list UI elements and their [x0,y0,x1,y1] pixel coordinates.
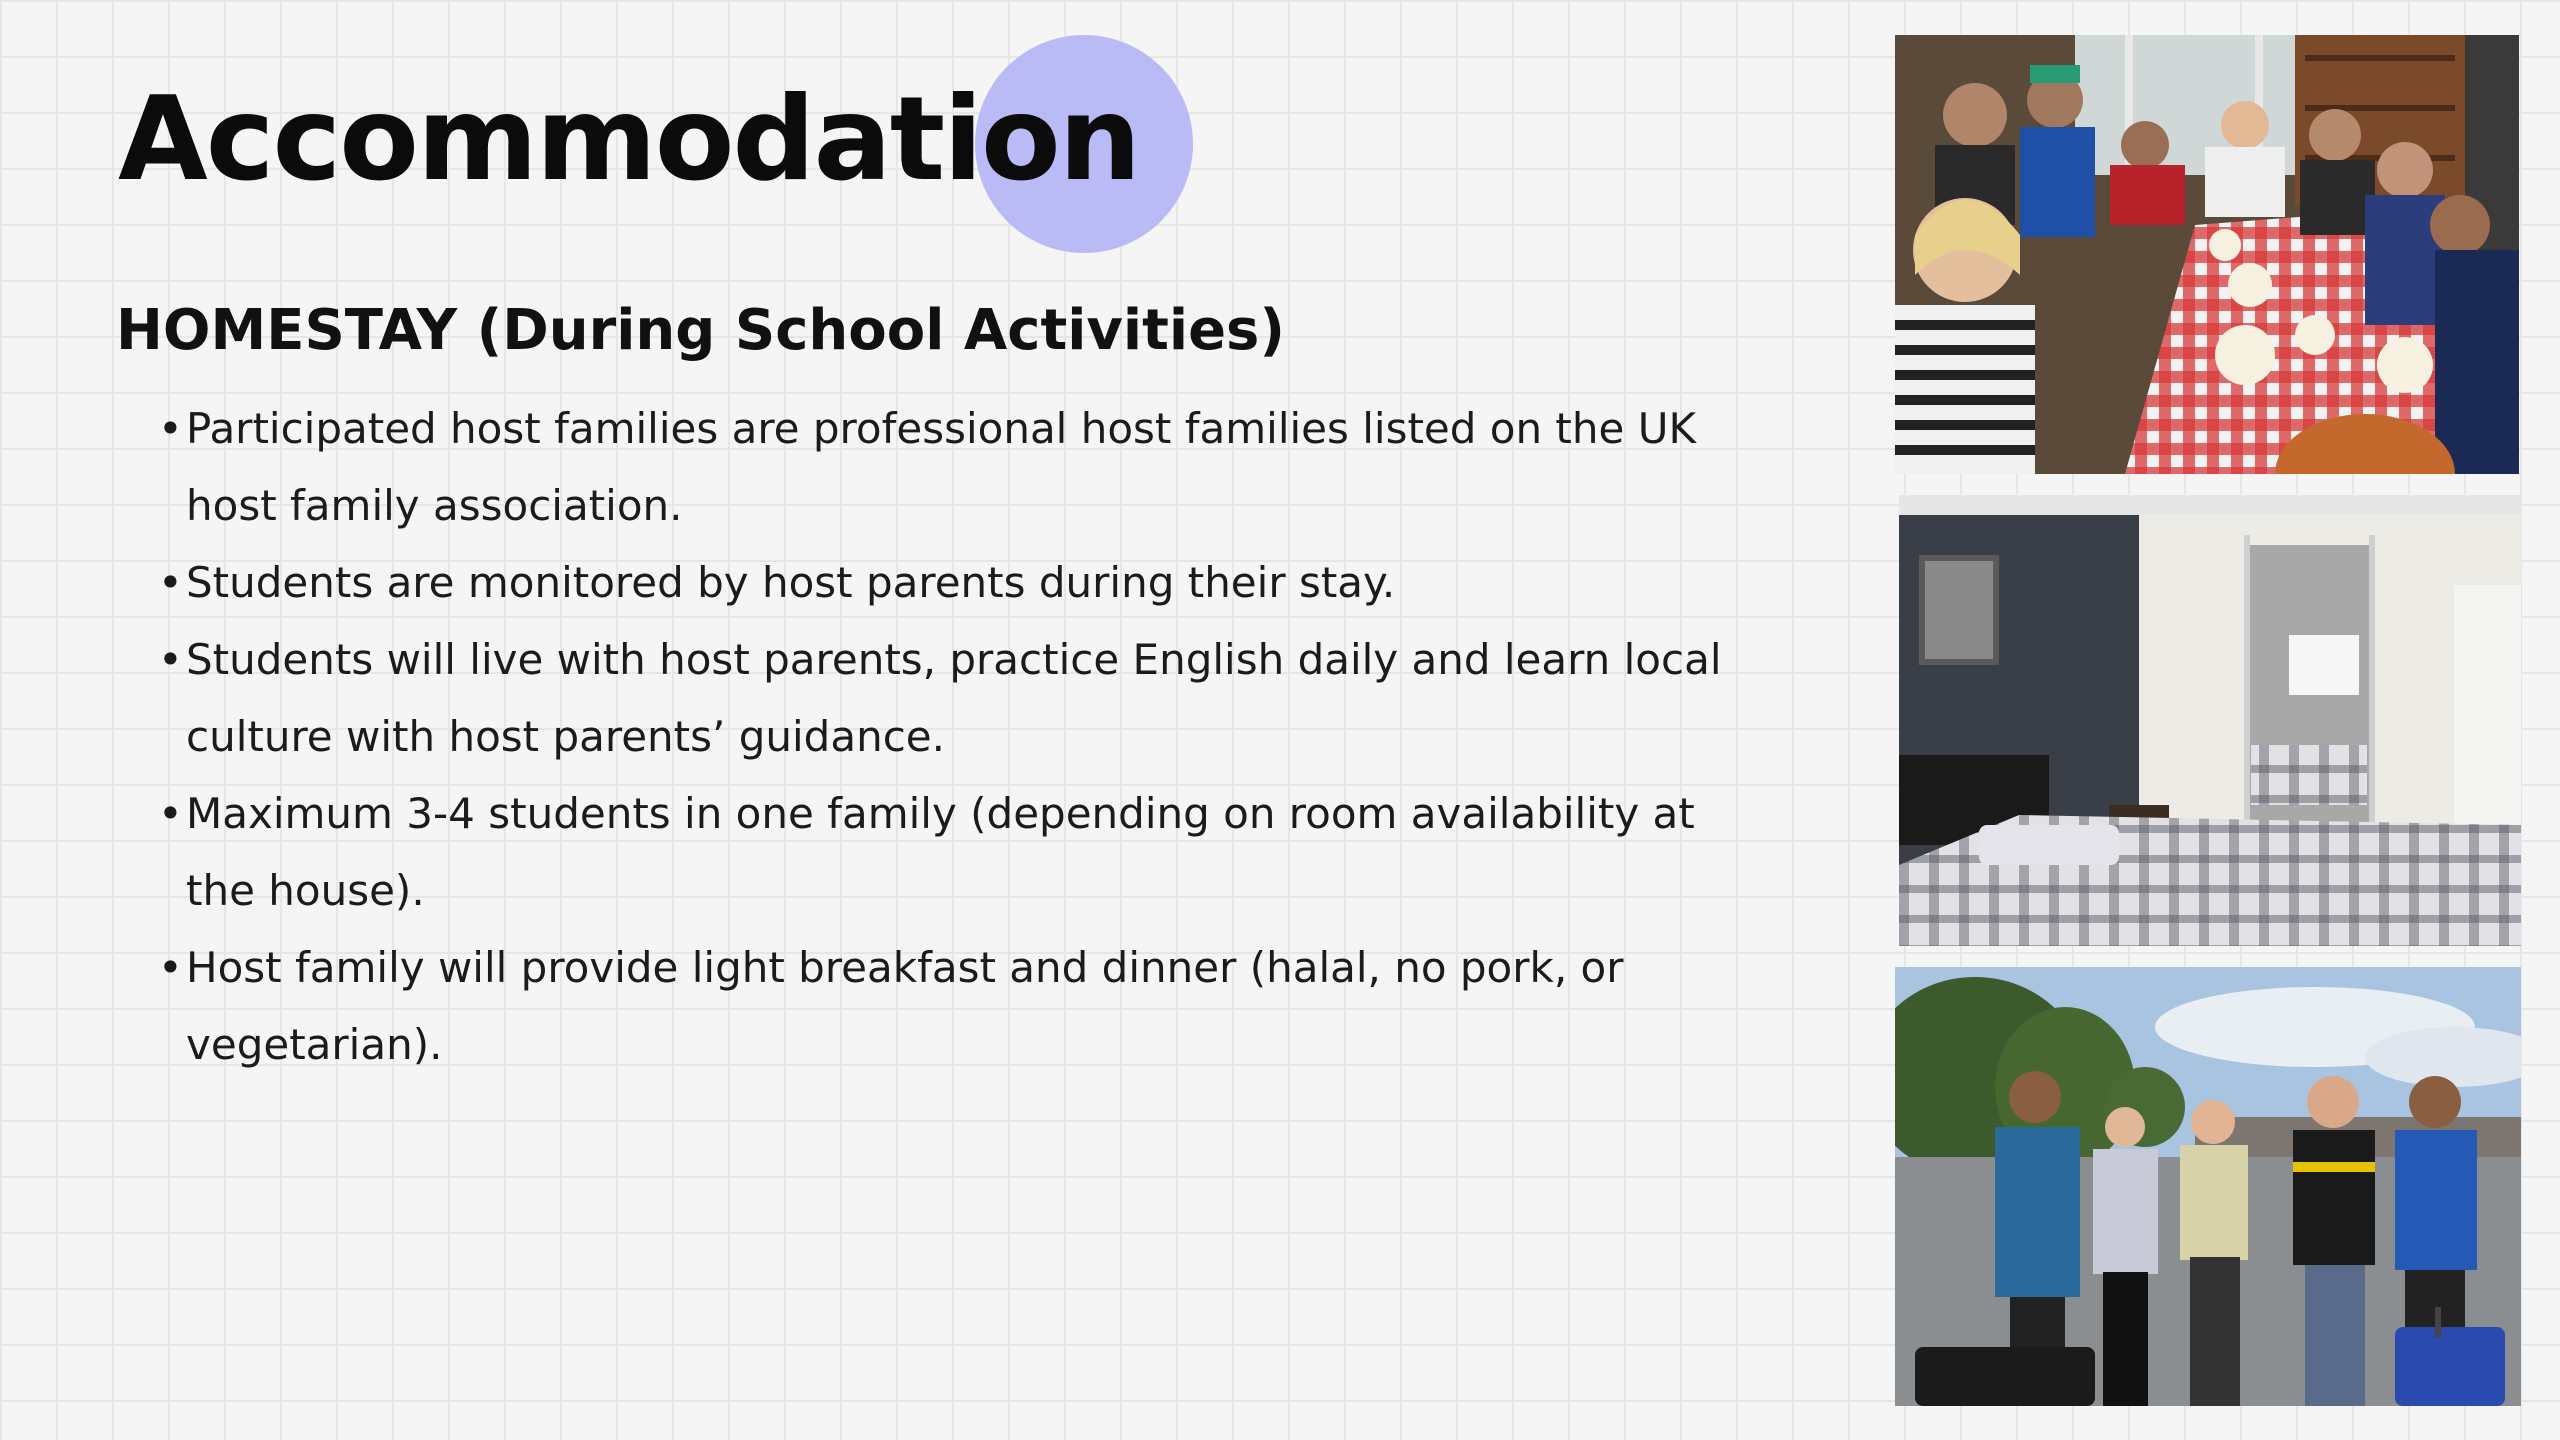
bullet-item [158,775,1746,929]
bullet-dot: • [158,635,183,684]
slide-title: Accommodation [118,72,1140,207]
students-with-host-family-photo [1895,967,2521,1406]
bullet-dot: • [158,558,183,607]
bullet-text: Maximum 3-4 students in one family (depending on room availability at the house). [186,789,1695,915]
homestay-bedroom-photo [1899,495,2521,946]
bullet-item [158,390,1746,544]
bullet-dot: • [158,404,183,453]
slide-subtitle: HOMESTAY (During School Activities) [116,298,1285,363]
bullet-text: Students will live with host parents, practice English daily and learn local culture with host parents’ guidance. [186,635,1722,761]
bullet-text: Students are monitored by host parents during their stay. [186,558,1396,607]
bullet-dot: • [158,789,183,838]
host-family-dinner-photo [1895,35,2519,474]
bullet-item [158,544,1746,621]
bullet-text: Participated host families are professional host families listed on the UK host family association. [186,404,1696,530]
bullet-item [158,929,1746,1083]
bullet-list [158,390,1746,1083]
bullet-dot: • [158,943,183,992]
bullet-item [158,621,1746,775]
bullet-text: Host family will provide light breakfast and dinner (halal, no pork, or vegetarian). [186,943,1624,1069]
